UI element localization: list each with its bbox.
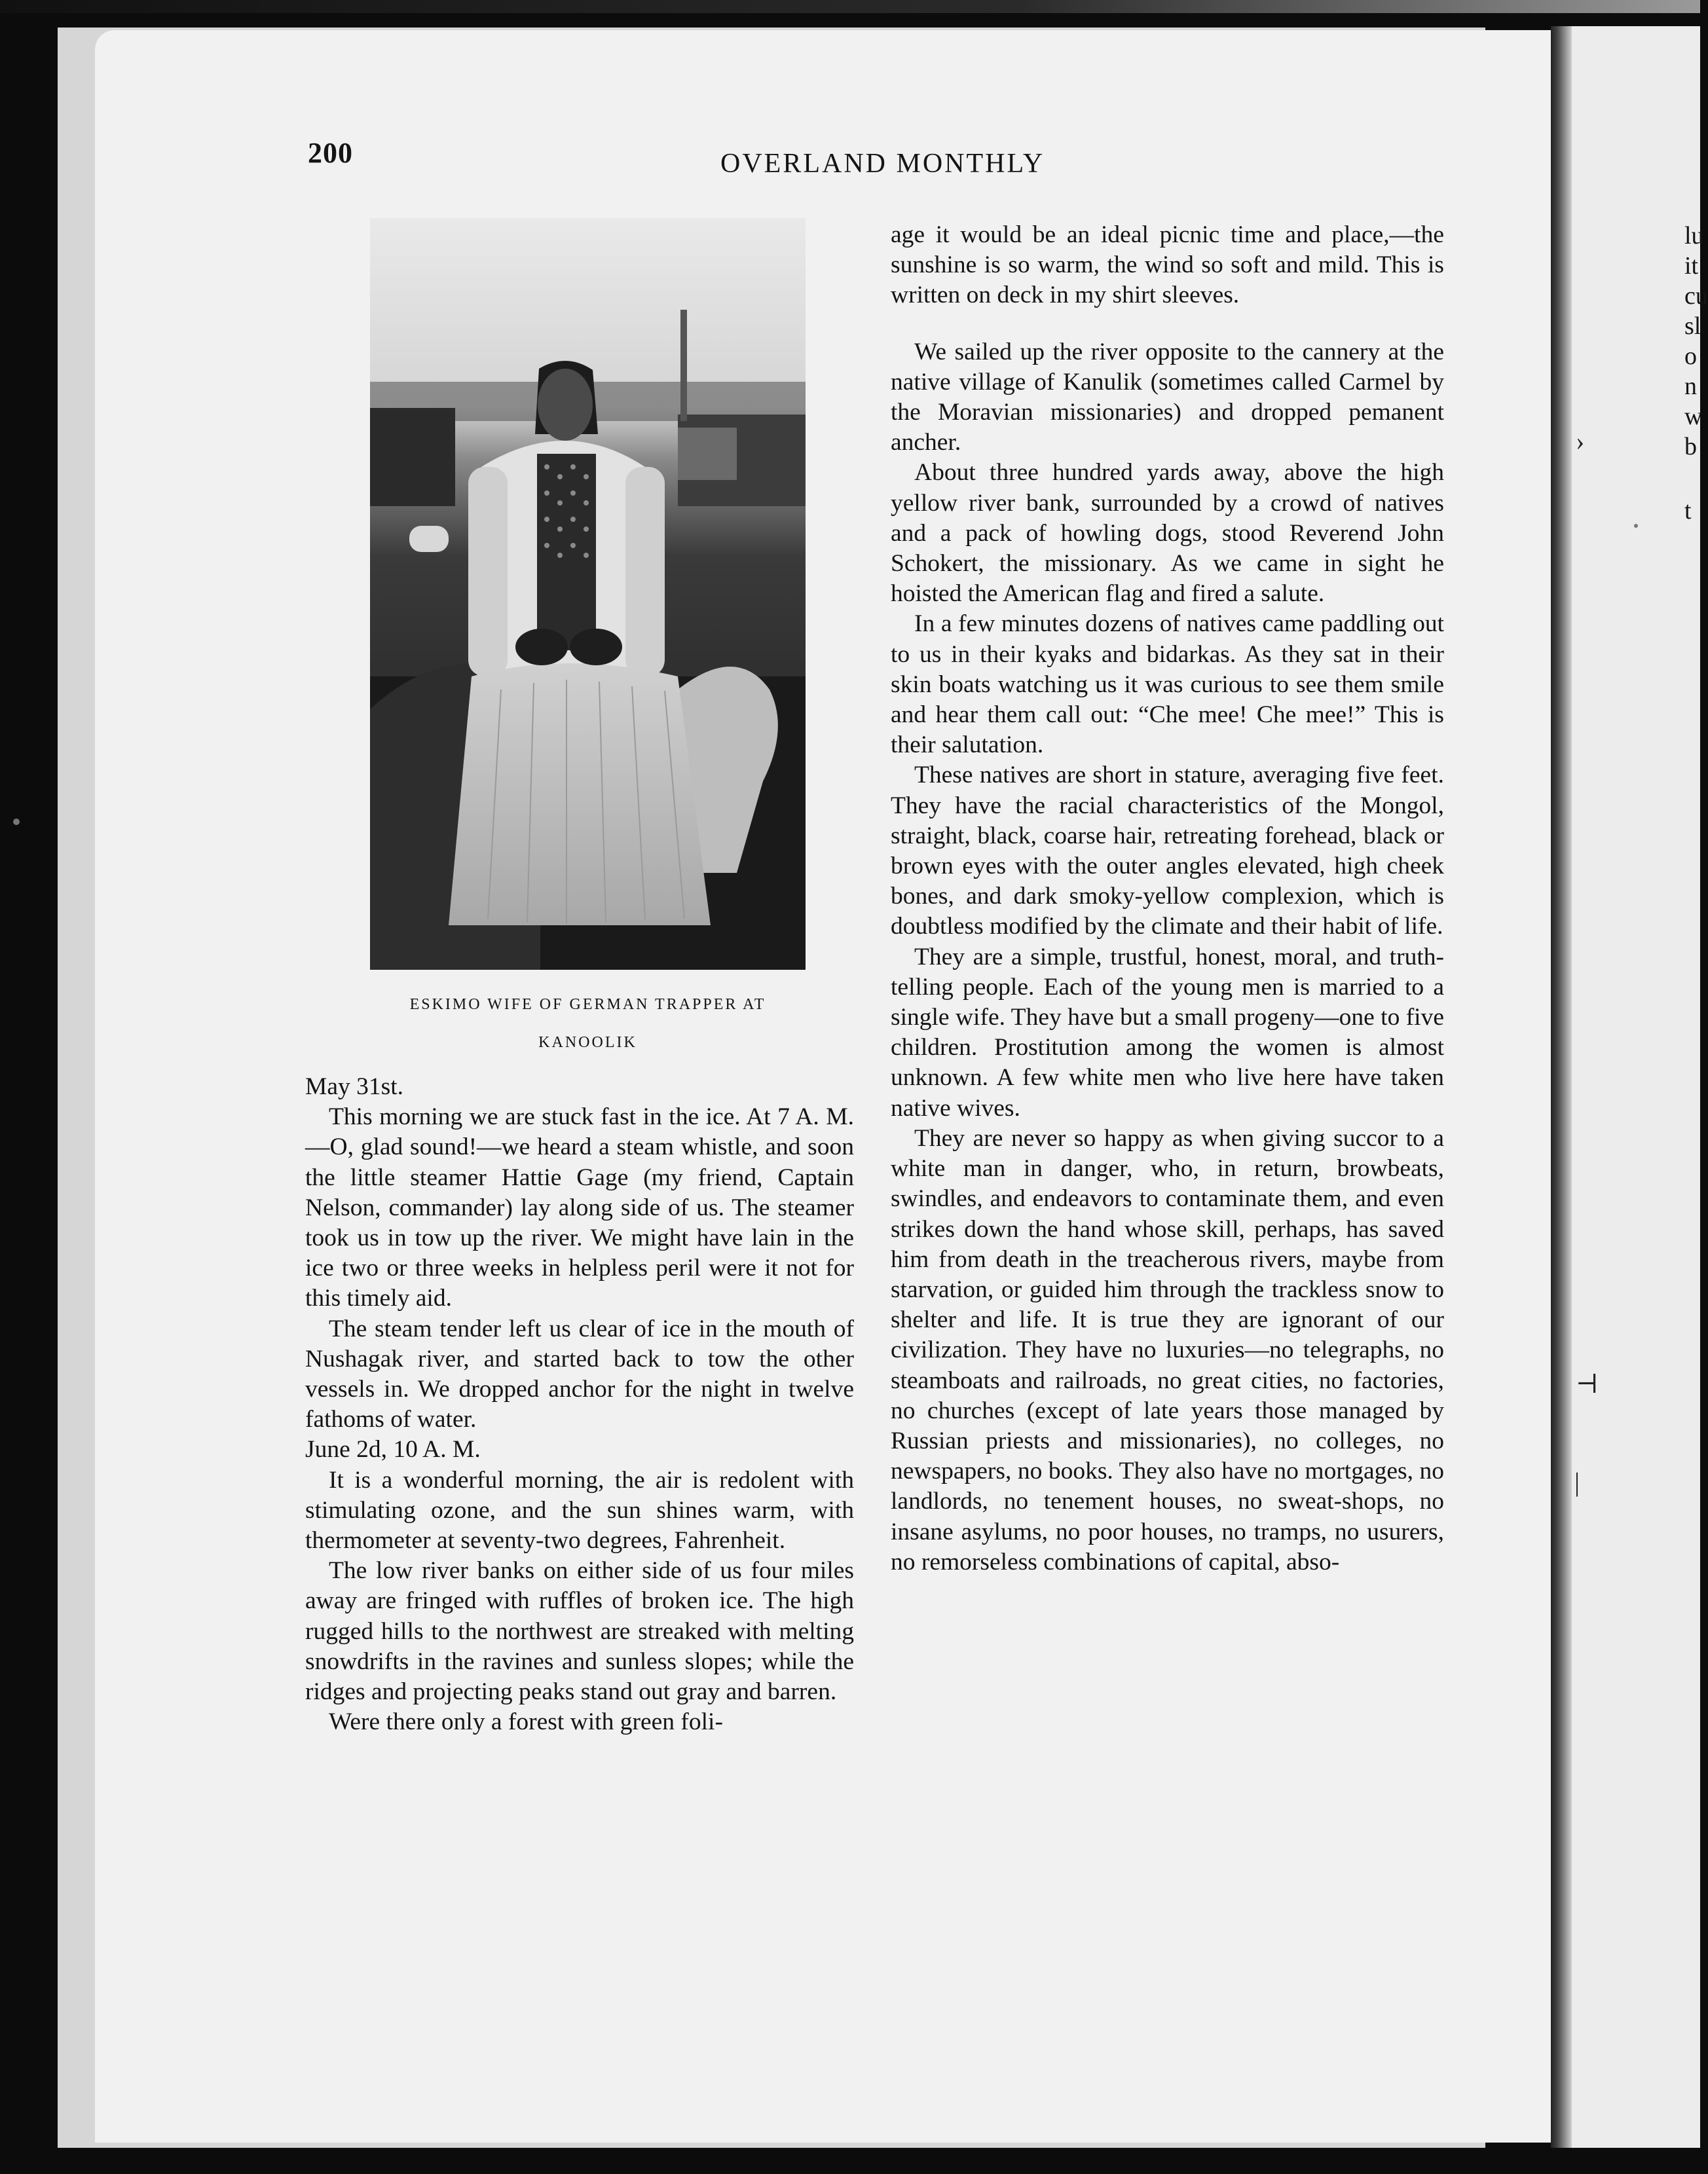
left-text-column [305,1072,854,1737]
binding-gutter [1551,26,1572,2148]
photo-caption [357,986,819,1061]
dateline-june-2: June 2d, 10 A. M. [305,1436,481,1464]
paragraph: This morning we are stuck fast in the ice. At 7 A. M.—O, glad sound!—we heard a steam whistle, and soon the little steamer Hattie Gage (my friend, Captain Nelson, commander) lay along side of us. The steamer took us in tow up the river. We might have lain in the ice two or three weeks in helpless peril were it not for this timely aid. [305,1103,854,1312]
paragraph: The low river banks on either side of us four miles away are fringed with ruffles of broken ice. The high rugged hills to the northwest are streaked with melting snowdrifts in the ravines and sunless slopes; while the ridges and projecting peaks stand out gray and barren. [305,1557,854,1706]
page-number: 200 [308,137,353,169]
paragraph: We sailed up the river opposite to the cannery at the native village of Kanulik (sometimes called Carmel by the Moravian missionaries) and dropped pemanent ancher. [891,338,1444,456]
facing-text-fragment: b [1684,433,1697,460]
scan-border-top [0,0,1700,13]
facing-text-fragment: n [1684,373,1697,400]
photograph-eskimo-woman [370,218,806,970]
photo-illustration [370,218,806,970]
paragraph: age it would be an ideal picnic time and place,—the sunshine is so warm, the wind so soft and mild. This is written on deck in my shirt sleeves. [891,221,1444,309]
paragraph: These natives are short in stature, averaging five feet. They have the racial characteristics of the Mongol, straight, black, coarse hair, retreating forehead, black or brown eyes with the outer angles elevated, high cheek bones, and dark smoky-yellow complexion, which is doubtless modified by the climate and their habit of life. [891,762,1444,940]
dateline-may-31: May 31st. [305,1073,403,1100]
paragraph: The steam tender left us clear of ice in the mouth of Nushagak river, and started back to tow the other vessels in. We dropped anchor for the night in twelve fathoms of water. [305,1315,854,1433]
facing-text-fragment: sl [1684,312,1701,340]
paragraph: They are never so happy as when giving succor to a white man in danger, who, in return, browbeats, swindles, and endeavors to contaminate them, and even strikes down the hand whose skill, perhaps, has saved him from death in the treacherous rivers, maybe from starvation, or guided him through the trackless snow to shelter and life. It is true they are ignorant of our civilization. They have no luxuries—no telegraphs, no steamboats and railroads, no great cities, no factories, no churches (except of late years those managed by Russian priests and missionaries), no colleges, no newspapers, no books. They also have no mortgages, no landlords, no tenement houses, no sweat-shops, no insane asylums, no poor houses, no tramps, no usurers, no remorseless combinations of capital, abso- [891,1124,1444,1575]
page-mark: › [1576,426,1585,456]
caption-line-2: KANOOLIK [538,1034,637,1051]
paragraph: Were there only a forest with green foli- [329,1708,723,1736]
scan-speck [13,819,20,825]
paragraph: It is a wonderful morning, the air is redolent with stimulating ozone, and the sun shines warm, with thermometer at seventy-two degrees, Fahrenheit. [305,1466,854,1555]
section-gap [891,311,1444,337]
page-mark: | [1574,1467,1580,1497]
facing-text-fragment: it [1684,252,1699,280]
facing-text-fragment: w [1684,403,1703,430]
facing-text-fragment: o [1684,342,1697,370]
journal-title: OVERLAND MONTHLY [720,149,1045,179]
facing-text-fragment: lu [1684,222,1704,249]
paragraph: In a few minutes dozens of natives came paddling out to us in their kyaks and bidarkas. As they sat in their skin boats watching us it was curious to see them smile and hear them call out: “Che mee! Che mee!” This is their salutation. [891,610,1444,759]
caption-line-1: ESKIMO WIFE OF GERMAN TRAPPER AT [409,996,766,1013]
facing-text-fragment: cu [1684,282,1708,310]
scan-speck [1634,524,1638,528]
right-text-column [891,220,1444,1577]
facing-page-edge [1572,26,1708,2148]
paragraph: About three hundred yards away, above the high yellow river bank, surrounded by a crowd of natives and a pack of howling dogs, stood Reverend John Schokert, the missionary. As we came in sight he hoisted the American flag and fired a salute. [891,459,1444,608]
facing-text-fragment: t [1684,497,1692,525]
page-mark: ⊣ [1576,1369,1599,1399]
paragraph: They are a simple, trustful, honest, moral, and truth-telling people. Each of the young men is married to a single wife. They have but a small progeny—one to five children. Prostitution among the women is almost unknown. A few white men who live here have taken native wives. [891,943,1444,1122]
